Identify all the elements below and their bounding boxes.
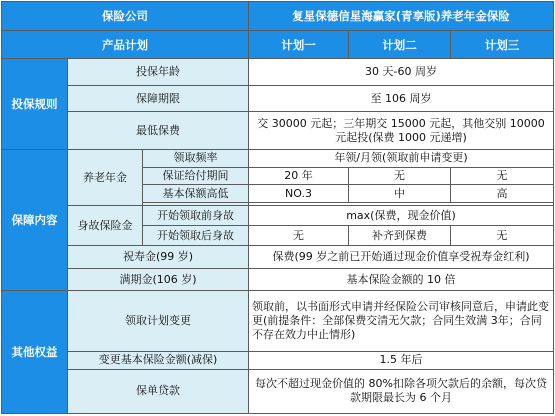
value-death-before: max(保费，现金价值)	[249, 206, 554, 226]
row-death-before	[2, 206, 554, 226]
value-maturity: 基本保险金额的 10 倍	[249, 269, 554, 291]
plan-label: 产品计划	[2, 30, 249, 59]
row-min-premium	[2, 112, 554, 150]
value-death-after-plan-2: 补齐到保费	[349, 226, 451, 246]
value-base-plan-3: 高	[451, 185, 554, 203]
label-guarantee-period: 保证给付期间	[143, 167, 249, 185]
header-row-plans	[2, 30, 554, 59]
value-min-premium: 交 30000 元起；三年期交 15000 元起，其他交别 10000 元起投(保费 1000 元递增)	[249, 112, 554, 150]
category-others: 其他权益	[2, 291, 68, 414]
value-death-after-plan-1: 无	[249, 226, 349, 246]
label-maturity: 满期金(106 岁)	[68, 269, 249, 291]
label-death-after: 开始领取后身故	[143, 226, 249, 246]
plan-2-header: 计划二	[349, 30, 451, 59]
label-plan-change: 领取计划变更	[68, 291, 249, 352]
company-label: 保险公司	[2, 2, 249, 31]
row-insure-age	[2, 59, 554, 86]
plan-3-header: 计划三	[451, 30, 554, 59]
label-min-premium: 最低保费	[68, 112, 249, 150]
value-guarantee-plan-1: 20 年	[249, 167, 349, 185]
label-death-benefit: 身故保险金	[68, 206, 143, 246]
value-policy-loan: 每次不超过现金价值的 80%扣除各项欠款后的余额，每次贷款期限最长为 6 个月	[249, 369, 554, 413]
value-guarantee-plan-3: 无	[451, 167, 554, 185]
label-base-amount: 基本保额高低	[143, 185, 249, 203]
plan-1-header: 计划一	[249, 30, 349, 59]
row-claim-frequency	[2, 149, 554, 167]
label-claim-frequency: 领取频率	[143, 149, 249, 167]
row-policy-loan	[2, 369, 554, 413]
label-policy-loan: 保单贷款	[68, 369, 249, 413]
label-coverage-period: 保障期限	[68, 85, 249, 112]
value-coverage-period: 至 106 周岁	[249, 85, 554, 112]
value-claim-frequency: 年领/月领(领取前申请变更)	[249, 149, 554, 167]
category-rules: 投保规则	[2, 59, 68, 150]
row-coverage-period	[2, 85, 554, 112]
label-longevity: 祝寿金(99 岁)	[68, 246, 249, 269]
label-annuity: 养老年金	[68, 149, 143, 205]
value-insure-age: 30 天-60 周岁	[249, 59, 554, 86]
value-death-after-plan-3: 无	[451, 226, 554, 246]
value-plan-change: 领取前，以书面形式申请并经保险公司审核同意后，申请此变更(前提条件：全部保费交清无欠款；合同生效满 3年；合同不存在效力中止情形)	[249, 291, 554, 352]
row-reduce-amount	[2, 352, 554, 370]
value-guarantee-plan-2: 无	[349, 167, 451, 185]
label-death-before: 开始领取前身故	[143, 206, 249, 226]
label-reduce-amount: 变更基本保险金额(减保)	[68, 352, 249, 370]
company-name: 复星保德信星海赢家(青享版)养老年金保险	[249, 2, 554, 31]
plan-comparison-table	[1, 1, 554, 414]
category-coverage: 保障内容	[2, 149, 68, 290]
row-longevity	[2, 246, 554, 269]
value-base-plan-2: 中	[349, 185, 451, 203]
label-insure-age: 投保年龄	[68, 59, 249, 86]
row-plan-change	[2, 291, 554, 352]
value-longevity: 保费(99 岁之前已开始通过现金价值享受祝寿金红利)	[249, 246, 554, 269]
header-row-company	[2, 2, 554, 31]
value-base-plan-1: NO.3	[249, 185, 349, 203]
value-reduce-amount: 1.5 年后	[249, 352, 554, 370]
row-maturity	[2, 269, 554, 291]
